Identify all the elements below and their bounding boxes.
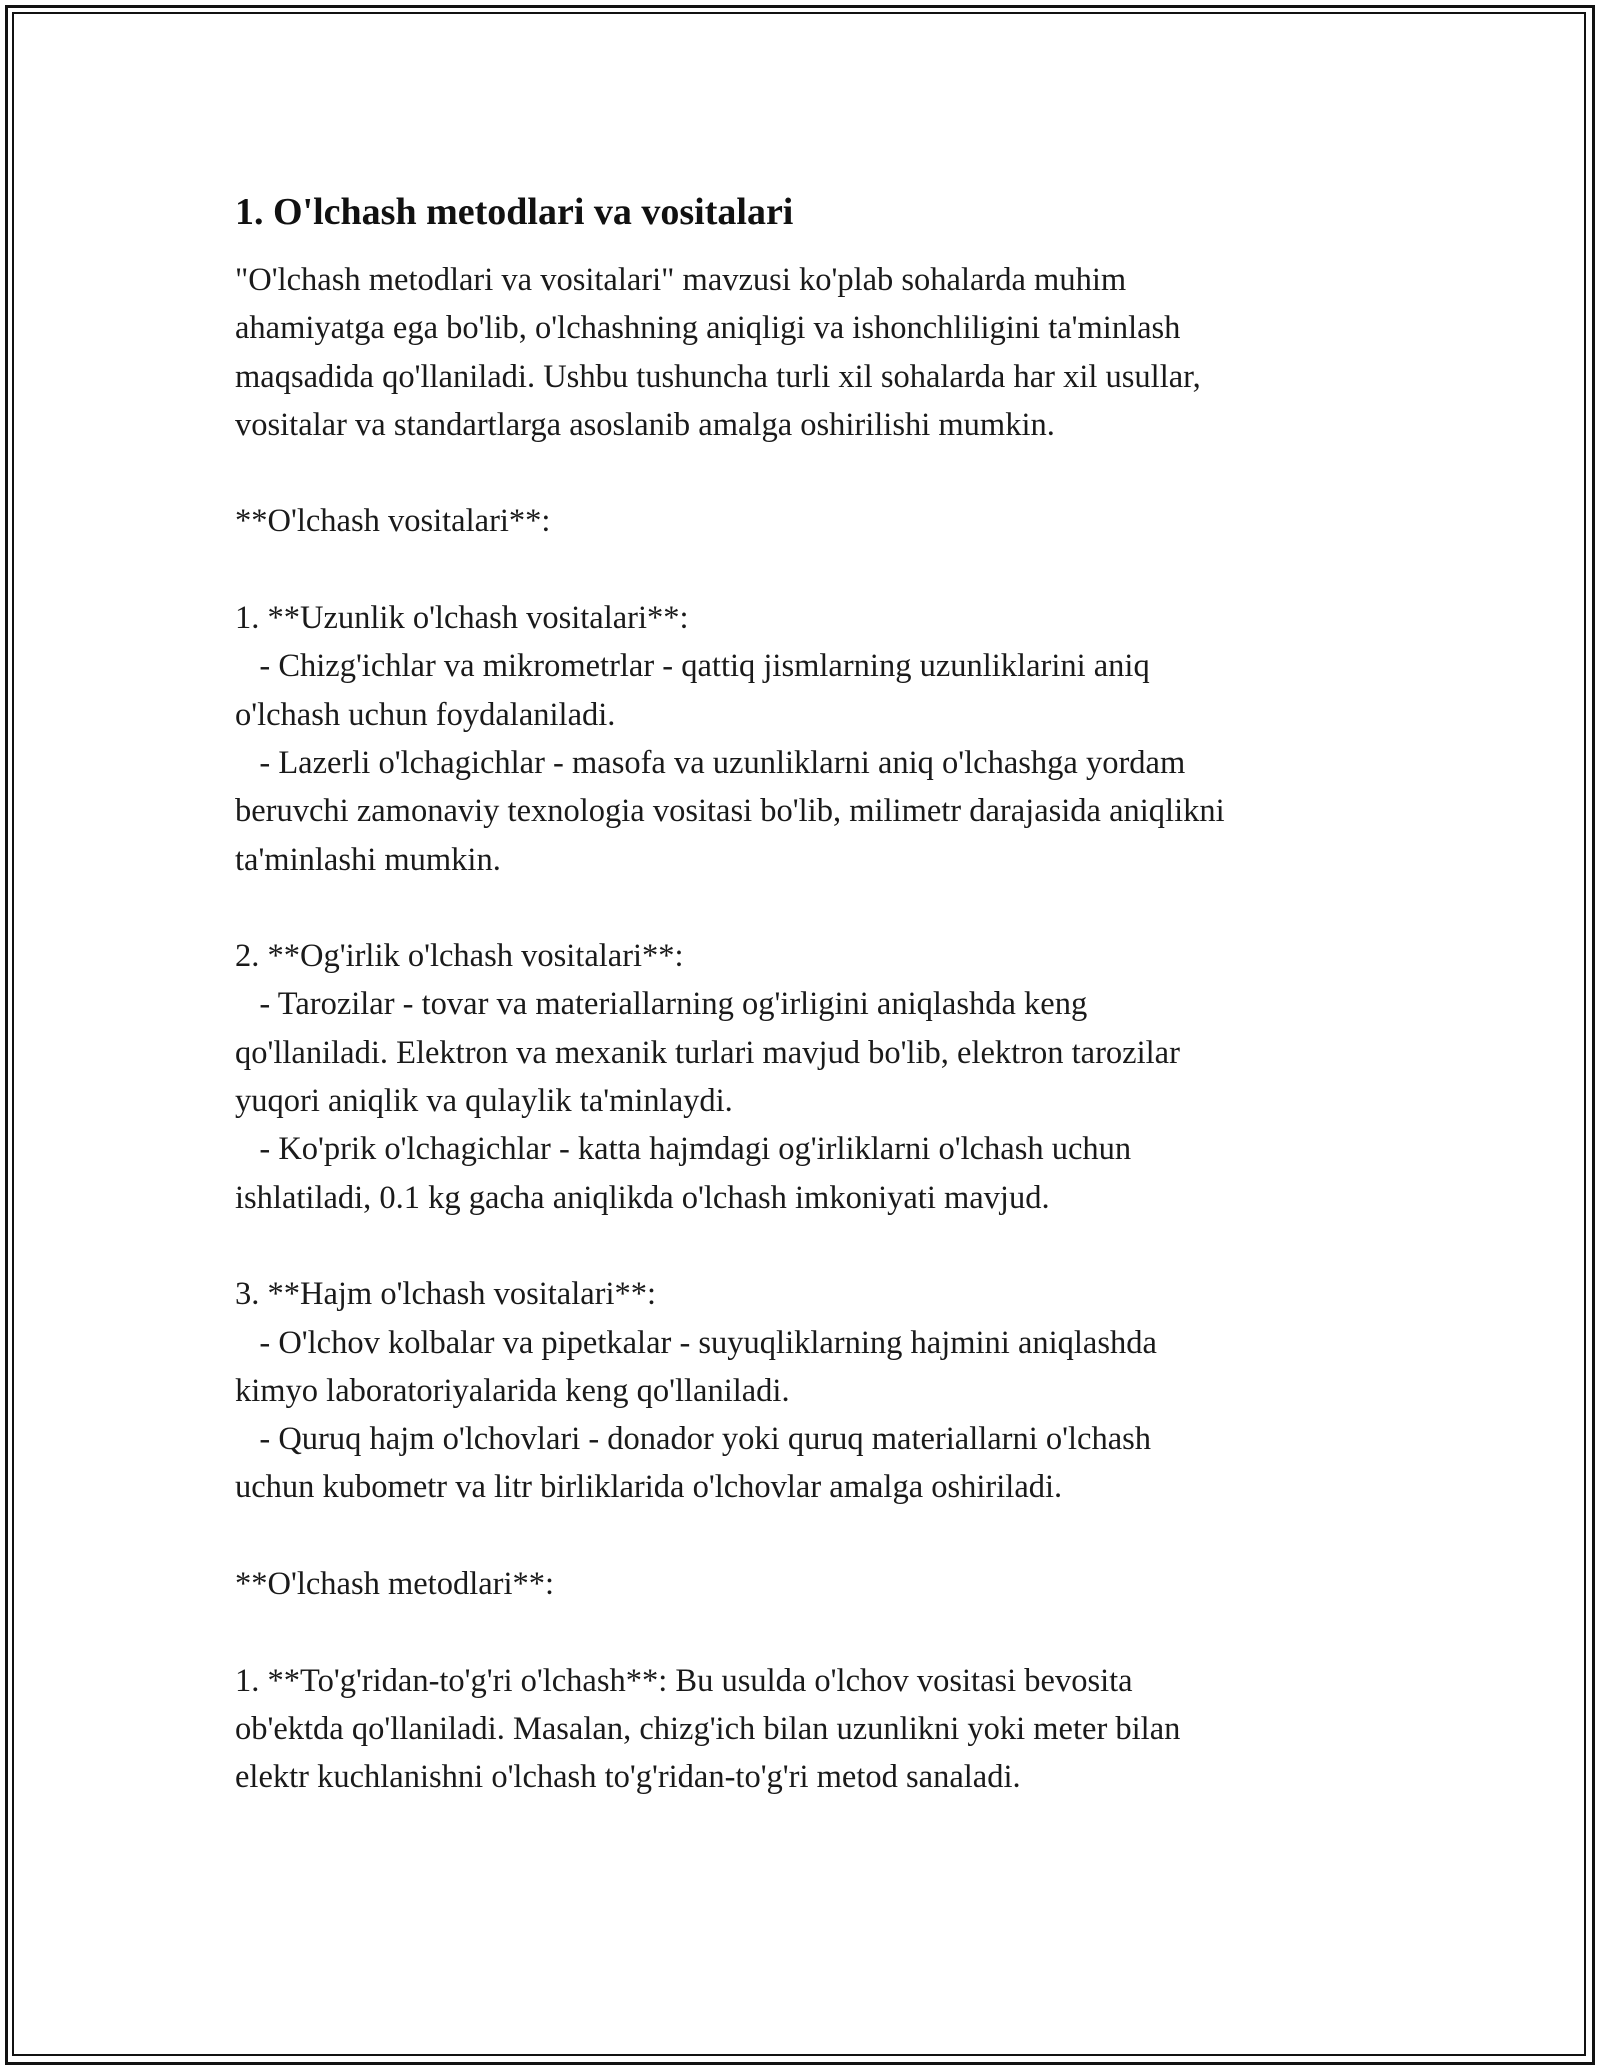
document-content: [235, 186, 1375, 1802]
page-title: 1. O'lchash metodlari va vositalari: [235, 191, 794, 233]
document-body: "O'lchash metodlari va vositalari" mavzusi ko'plab sohalarda muhim ahamiyatga ega bo'lib, o'lchashning aniqligi va ishonchliligini ta'minlash maqsadida qo'llaniladi. Ushbu tushuncha turli xil sohalarda har xil usullar, vositalar va standartlarga asoslanib amalga oshirilishi mumkin. **O'lchash vositalari**: 1. **Uzunlik o'lchash vositalari**: - Chizg'ichlar va mikrometrlar - qattiq jismlarning uzunliklarini aniq o'lchash uchun foydalaniladi. - Lazerli o'lchagichlar - masofa va uzunliklarni aniq o'lchashga yordam beruvchi zamonaviy texnologia vositasi bo'lib, milimetr darajasida aniqlikni ta'minlashi mumkin. 2. **Og'irlik o'lchash vositalari**: - Tarozilar - tovar va materiallarning og'irligini aniqlashda keng qo'llaniladi. Elektron va mexanik turlari mavjud bo'lib, elektron tarozilar yuqori aniqlik va qulaylik ta'minlaydi. - Ko'prik o'lchagichlar - katta hajmdagi og'irliklarni o'lchash uchun ishlatiladi, 0.1 kg gacha aniqlikda o'lchash imkoniyati mavjud. 3. **Hajm o'lchash vositalari**: - O'lchov kolbalar va pipetkalar - suyuqliklarning hajmini aniqlashda kimyo laboratoriyalarida keng qo'llaniladi. - Quruq hajm o'lchovlari - donador yoki quruq materiallarni o'lchash uchun kubometr va litr birliklarida o'lchovlar amalga oshiriladi. **O'lchash metodlari**: 1. **To'g'ridan-to'g'ri o'lchash**: Bu usulda o'lchov vositasi bevosita ob'ektda qo'llaniladi. Masalan, chizg'ich bilan uzunlikni yoki meter bilan elektr kuchlanishni o'lchash to'g'ridan-to'g'ri metod sanaladi.: [235, 262, 1225, 1796]
